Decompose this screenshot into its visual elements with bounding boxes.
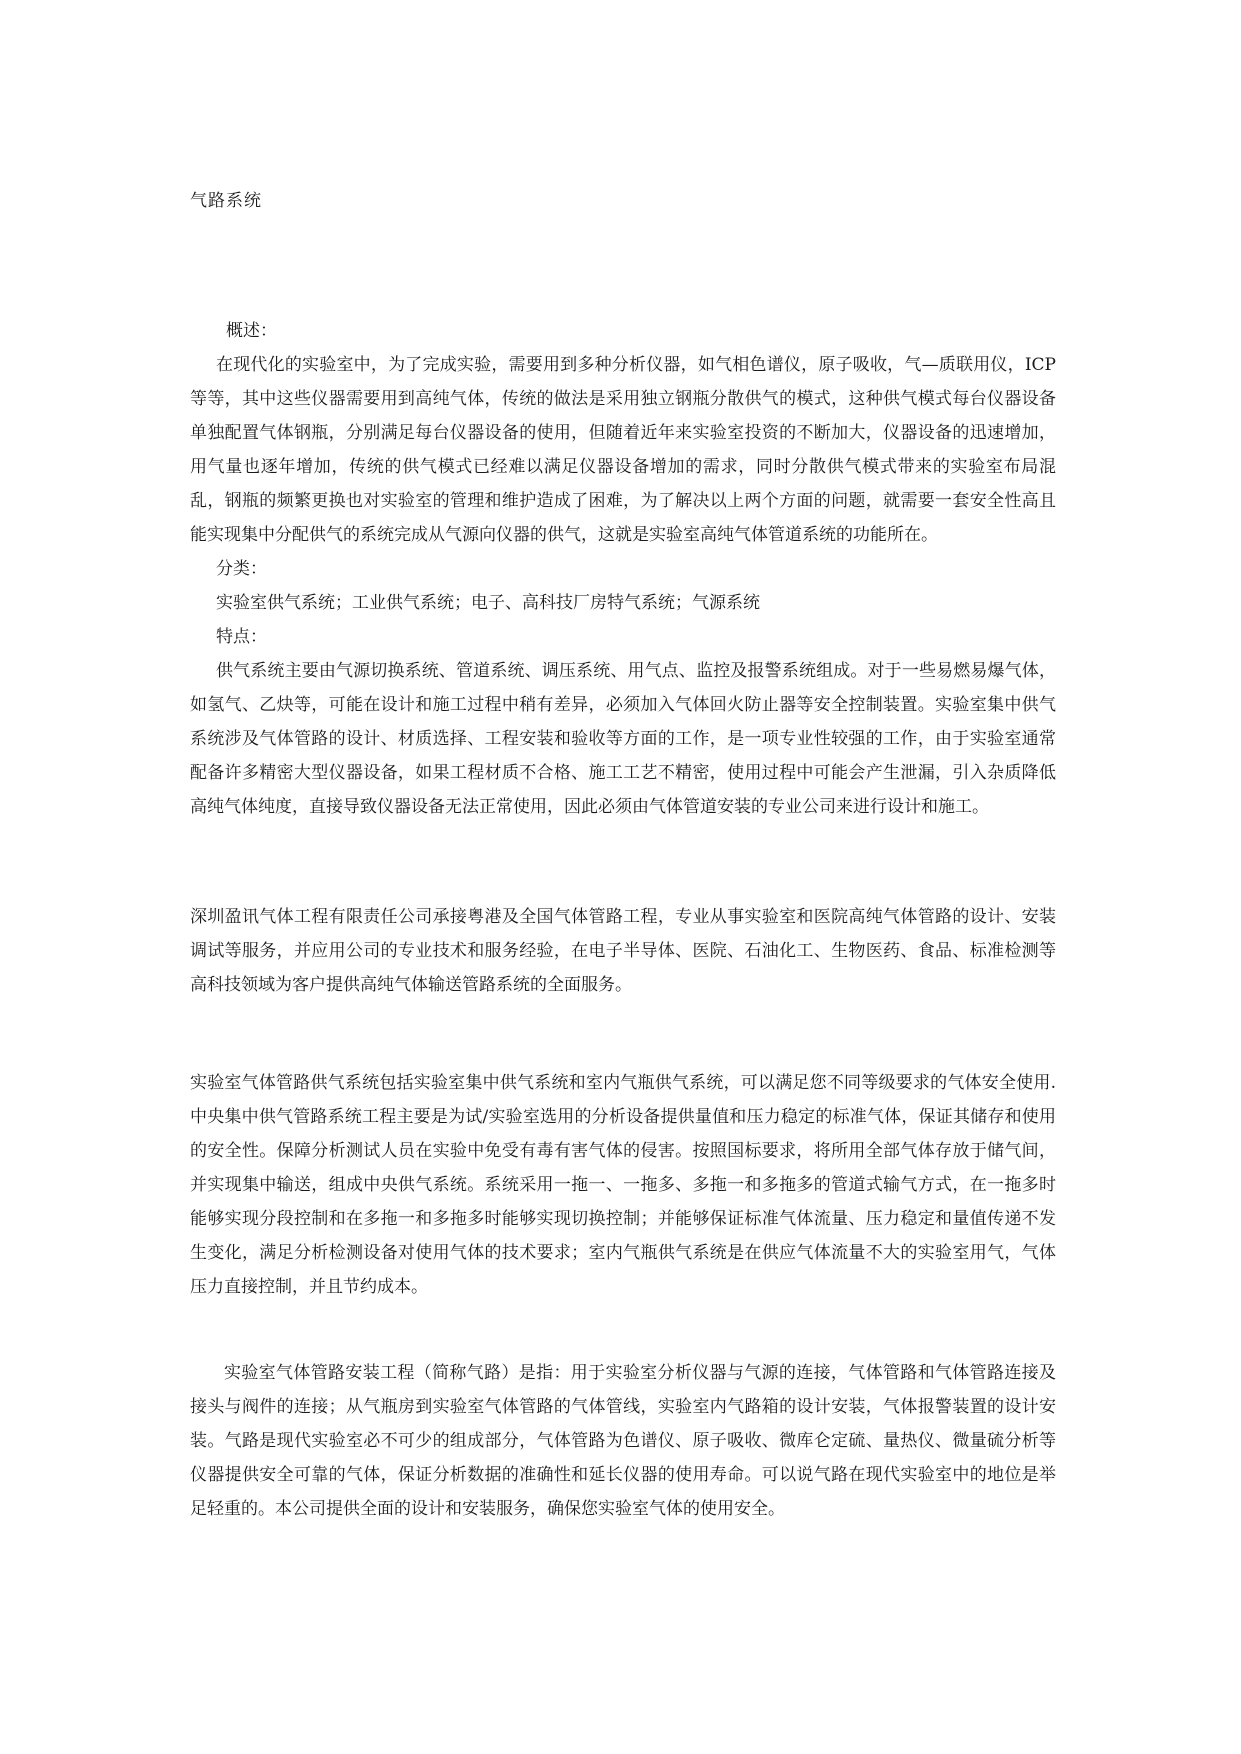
overview-section [190,314,1056,824]
company-paragraph: 深圳盈讯气体工程有限责任公司承接粤港及全国气体管路工程，专业从事实验室和医院高纯气体管路的设计、安装调试等服务，并应用公司的专业技术和服务经验，在电子半导体、医院、石油化工、生物医药、食品、标准检测等高科技领域为客户提供高纯气体输送管路系统的全面服务。 [190,907,1056,995]
overview-label: 概述： [226,321,277,341]
lab-supply-paragraph: 实验室气体管路供气系统包括实验室集中供气系统和室内气瓶供气系统，可以满足您不同等级要求的气体安全使用.中央集中供气管路系统工程主要是为试/实验室选用的分析设备提供量值和压力稳定的标准气体，保证其储存和使用的安全性。保障分析测试人员在实验中免受有毒有害气体的侵害。按照国标要求，将所用全部气体存放于储气间，并实现集中输送，组成中央供气系统。系统采用一拖一、一拖多、多拖一和多拖多的管道式输气方式，在一拖多时能够实现分段控制和在多拖一和多拖多时能够实现切换控制；并能够保证标准气体流量、压力稳定和量值传递不发生变化，满足分析检测设备对使用气体的技术要求；室内气瓶供气系统是在供应气体流量不大的实验室用气，气体压力直接控制，并且节约成本。 [190,1073,1056,1297]
installation-paragraph: 实验室气体管路安装工程（简称气路）是指：用于实验室分析仪器与气源的连接，气体管路和气体管路连接及接头与阀件的连接；从气瓶房到实验室气体管路的气体管线，实验室内气路箱的设计安装，气体报警装置的设计安装。气路是现代实验室必不可少的组成部分，气体管路为色谱仪、原子吸收、微库仑定硫、量热仪、微量硫分析等仪器提供安全可靠的气体，保证分析数据的准确性和延长仪器的使用寿命。可以说气路在现代实验室中的地位是举足轻重的。本公司提供全面的设计和安装服务，确保您实验室气体的使用安全。 [190,1363,1056,1519]
classification-paragraph: 实验室供气系统；工业供气系统；电子、高科技厂房特气系统；气源系统 [216,593,760,613]
overview-paragraph: 在现代化的实验室中，为了完成实验，需要用到多种分析仪器，如气相色谱仪，原子吸收，气—质联用仪，ICP等等，其中这些仪器需要用到高纯气体，传统的做法是采用独立钢瓶分散供气的模式，这种供气模式每台仪器设备单独配置气体钢瓶，分别满足每台仪器设备的使用，但随着近年来实验室投资的不断加大，仪器设备的迅速增加，用气量也逐年增加，传统的供气模式已经难以满足仪器设备增加的需求，同时分散供气模式带来的实验室布局混乱，钢瓶的频繁更换也对实验室的管理和维护造成了困难，为了解决以上两个方面的问题，就需要一套安全性高且能实现集中分配供气的系统完成从气源向仪器的供气，这就是实验室高纯气体管道系统的功能所在。 [190,355,1056,545]
installation-section [190,1356,1056,1526]
lab-supply-section [190,1066,1056,1304]
page-title: 气路系统 [190,191,262,211]
features-label: 特点： [216,627,267,647]
company-section [190,900,1056,1002]
features-paragraph: 供气系统主要由气源切换系统、管道系统、调压系统、用气点、监控及报警系统组成。对于一些易燃易爆气体，如氢气、乙炔等，可能在设计和施工过程中稍有差异，必须加入气体回火防止器等安全控制装置。实验室集中供气系统涉及气体管路的设计、材质选择、工程安装和验收等方面的工作，是一项专业性较强的工作，由于实验室通常配备许多精密大型仪器设备，如果工程材质不合格、施工工艺不精密，使用过程中可能会产生泄漏，引入杂质降低高纯气体纯度，直接导致仪器设备无法正常使用，因此必须由气体管道安装的专业公司来进行设计和施工。 [190,661,1056,817]
classification-label: 分类： [216,559,267,579]
